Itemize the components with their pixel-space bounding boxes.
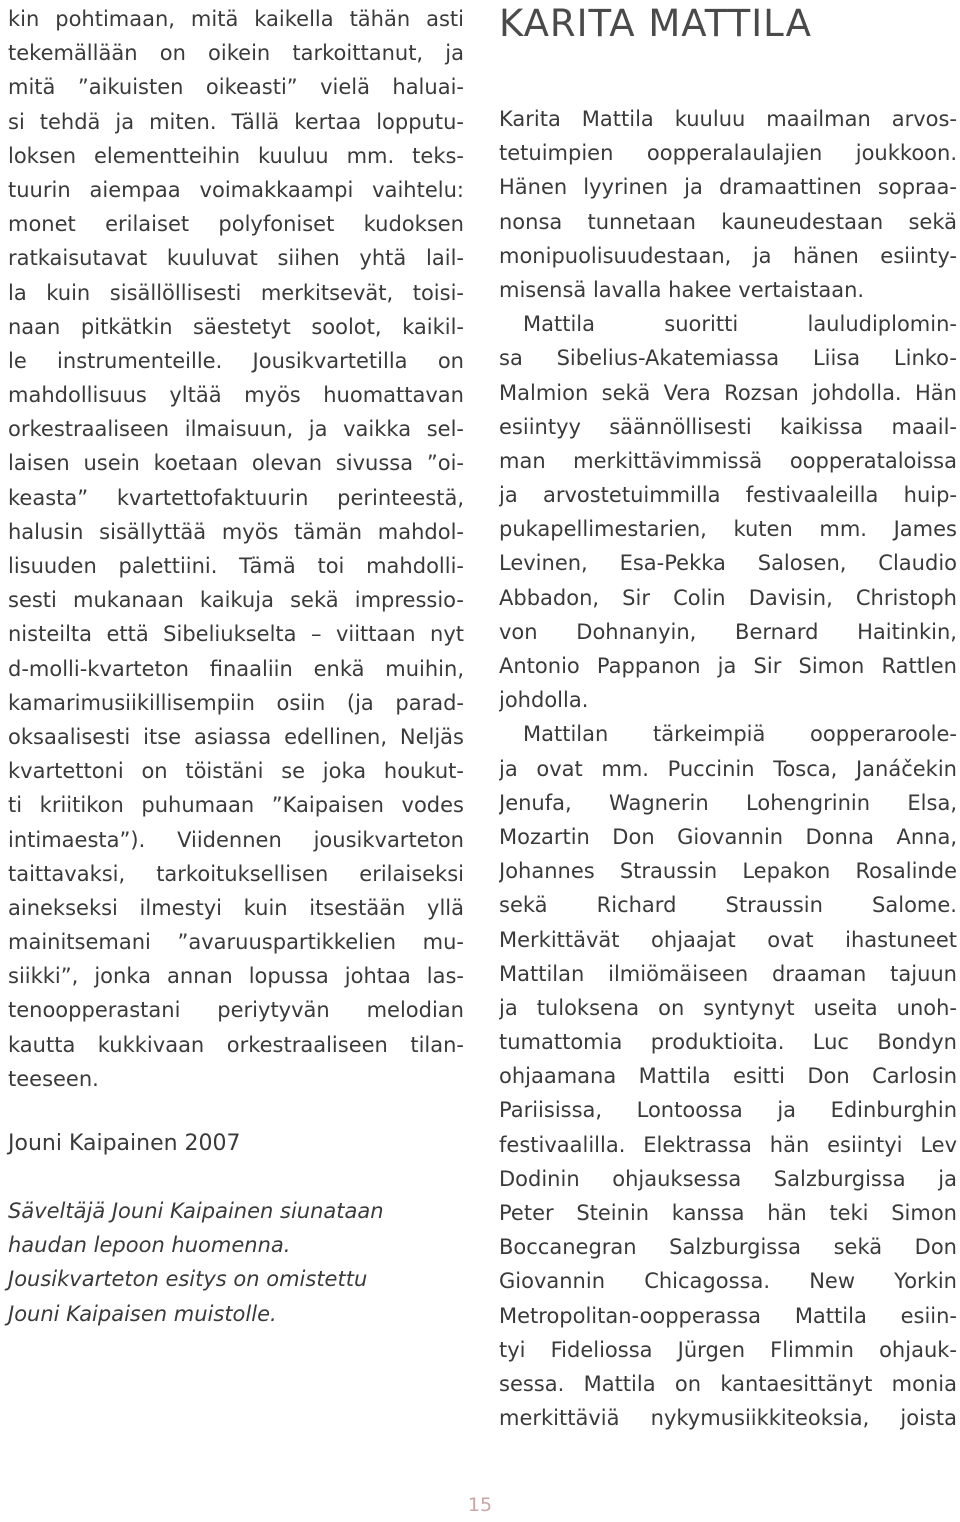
text-line: monipuolisuudestaan, ja hänen esiinty- xyxy=(499,243,957,268)
text-line: ohjaamana Mattila esitti Don Carlosin xyxy=(499,1064,957,1089)
text-line: oksaalisesti itse asiassa edellinen, Neljäs xyxy=(8,724,464,749)
text-line: kin pohtimaan, mitä kaikella tähän asti xyxy=(8,7,464,31)
text-line: Karita Mattila kuuluu maailman arvos- xyxy=(499,107,957,131)
text-line: orkestraaliseen ilmaisuun, ja vaikka sel- xyxy=(8,417,464,442)
text-line: siikki”, jonka annan lopussa johtaa las- xyxy=(8,964,464,989)
text-line: le instrumenteille. Jousikvartetilla on xyxy=(8,348,464,373)
text-line: Boccanegran Salzburgissa sekä Don xyxy=(499,1235,957,1260)
text-line: tumattomia produktioita. Luc Bondyn xyxy=(499,1030,957,1055)
text-line: mitä ”aikuisten oikeasti” vielä haluai- xyxy=(8,75,464,100)
memorial-line: haudan lepoon huomenna. xyxy=(8,1233,291,1258)
text-line: ja arvostetuimmilla festivaaleilla huip- xyxy=(499,483,957,508)
text-line: Antonio Pappanon ja Sir Simon Rattlen xyxy=(499,654,957,678)
memorial-note xyxy=(8,1194,464,1331)
left-column xyxy=(8,0,464,1331)
text-line: Mattilan tärkeimpiä oopperaroole- xyxy=(523,722,957,747)
text-line: tetuimpien oopperalaulajien joukkoon. xyxy=(499,141,957,166)
text-line: halusin sisällyttää myös tämän mahdol- xyxy=(8,519,464,544)
memorial-line: Säveltäjä Jouni Kaipainen siunataan xyxy=(8,1199,384,1223)
memorial-line: Jouni Kaipaisen muistolle. xyxy=(8,1301,277,1326)
text-line: johdolla. xyxy=(499,688,589,713)
text-line: kamarimusiikillisempiin osiin (ja parad- xyxy=(8,690,464,715)
memorial-line: Jousikvarteton esitys on omistettu xyxy=(8,1267,368,1292)
text-line: Hänen lyyrinen ja dramaattinen sopraa- xyxy=(499,175,957,200)
text-line: lisuuden palettiini. Tämä toi mahdolli- xyxy=(8,554,464,578)
text-line: Johannes Straussin Lepakon Rosalinde xyxy=(499,859,957,884)
text-line: tenoopperastani periytyvän melodian xyxy=(8,998,464,1023)
text-line: Giovannin Chicagossa. New Yorkin xyxy=(499,1269,957,1294)
text-line: tuurin aiempaa voimakkaampi vaihtelu: xyxy=(8,177,464,202)
text-line: intimaesta”). Viidennen jousikvarteton xyxy=(8,827,464,852)
text-line: Jenufa, Wagnerin Lohengrinin Elsa, xyxy=(499,790,957,815)
right-column xyxy=(499,0,957,1435)
text-line: Dodinin ohjauksessa Salzburgissa ja xyxy=(499,1166,957,1191)
text-line: esiintyy säännöllisesti kaikissa maail- xyxy=(499,414,957,439)
text-line: Mattilan ilmiömäiseen draaman tajuun xyxy=(499,961,957,986)
essay-body xyxy=(8,2,464,1096)
text-line: Mattila suoritti lauludiplomin- xyxy=(523,312,957,337)
text-line: ti kriitikon puhumaan ”Kaipaisen vodes xyxy=(8,793,464,818)
text-line: ja tuloksena on syntynyt useita unoh- xyxy=(499,995,957,1020)
text-line: merkittäviä nykymusiikkiteoksia, joista xyxy=(499,1406,957,1431)
text-line: Abbadon, Sir Colin Davisin, Christoph xyxy=(499,585,957,610)
text-line: man merkittävimmissä oopperataloissa xyxy=(499,448,957,473)
text-line: mainitsemani ”avaruuspartikkelien mu- xyxy=(8,930,464,955)
text-line: ainekseksi ilmestyi kuin itsestään yllä xyxy=(8,895,464,920)
text-line: von Dohnanyin, Bernard Haitinkin, xyxy=(499,619,957,644)
text-line: monet erilaiset polyfoniset kudoksen xyxy=(8,212,464,237)
page-number: 15 xyxy=(467,1494,493,1516)
text-line: la kuin sisällöllisesti merkitsevät, toisi- xyxy=(8,280,464,305)
text-line: Peter Steinin kanssa hän teki Simon xyxy=(499,1201,957,1225)
text-line: sesti mukanaan kaikuja sekä impressio- xyxy=(8,588,464,613)
biography-body xyxy=(499,102,957,1435)
section-heading: KARITA MATTILA xyxy=(499,2,812,45)
text-line: keasta” kvartettofaktuurin perinteestä, xyxy=(8,485,464,510)
text-line: Pariisissa, Lontoossa ja Edinburghin xyxy=(499,1098,957,1123)
text-line: mahdollisuus yltää myös huomattavan xyxy=(8,383,464,408)
text-line: sessa. Mattila on kantaesittänyt monia xyxy=(499,1371,957,1396)
text-line: Mozartin Don Giovannin Donna Anna, xyxy=(499,824,957,849)
text-line: Metropolitan-oopperassa Mattila esiin- xyxy=(499,1303,957,1328)
text-line: laisen usein koetaan olevan sivussa ”oi- xyxy=(8,451,464,476)
author-signature: Jouni Kaipainen 2007 xyxy=(8,1131,241,1156)
text-line: kautta kukkivaan orkestraaliseen tilan- xyxy=(8,1032,464,1057)
text-line: Malmion sekä Vera Rozsan johdolla. Hän xyxy=(499,380,957,405)
text-line: sekä Richard Straussin Salome. xyxy=(499,893,957,918)
text-line: ratkaisutavat kuuluvat siihen yhtä lail- xyxy=(8,246,464,271)
text-line: festivaalilla. Elektrassa hän esiintyi Lev xyxy=(499,1132,957,1157)
text-line: kvartettoni on töistäni se joka houkut- xyxy=(8,759,464,784)
text-line: misensä lavalla hakee vertaistaan. xyxy=(499,277,865,302)
text-line: sa Sibelius-Akatemiassa Liisa Linko- xyxy=(499,346,957,371)
text-line: taittavaksi, tarkoituksellisen erilaiseksi xyxy=(8,861,464,886)
text-line: d-molli-kvarteton finaaliin enkä muihin, xyxy=(8,656,464,681)
text-line: teeseen. xyxy=(8,1066,99,1091)
text-line: nonsa tunnetaan kauneudestaan sekä xyxy=(499,209,957,234)
text-line: naan pitkätkin säestetyt soolot, kaikil- xyxy=(8,314,464,339)
text-line: tyi Fideliossa Jürgen Flimmin ohjauk- xyxy=(499,1337,957,1362)
text-line: nisteilta että Sibeliukselta – viittaan nyt xyxy=(8,622,464,647)
text-line: Levinen, Esa-Pekka Salosen, Claudio xyxy=(499,551,957,576)
text-line: pukapellimestarien, kuten mm. James xyxy=(499,517,957,542)
text-line: loksen elementteihin kuuluu mm. teks- xyxy=(8,143,464,168)
text-line: Merkittävät ohjaajat ovat ihastuneet xyxy=(499,927,957,952)
text-line: tekemällään on oikein tarkoittanut, ja xyxy=(8,41,464,66)
text-line: ja ovat mm. Puccinin Tosca, Janáčekin xyxy=(499,756,957,781)
text-line: si tehdä ja miten. Tällä kertaa lopputu- xyxy=(8,109,464,134)
